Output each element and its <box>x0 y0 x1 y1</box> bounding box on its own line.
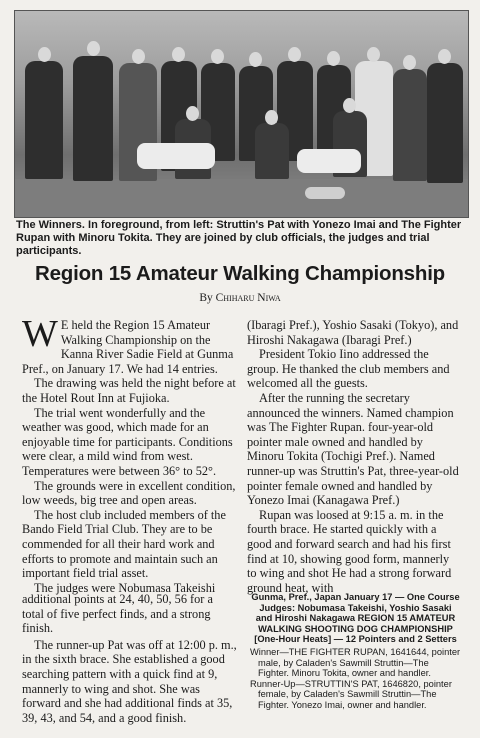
person-head <box>343 98 356 113</box>
trophy <box>305 187 345 199</box>
person-figure <box>427 63 463 183</box>
article-paragraph: Rupan was loosed at 9:15 a. m. in the fourth brace. He started quickly with a good and forward search and had his first find at 10, showing good form, mannerly to wing and shot He had a strong forward ground heat, with <box>247 507 452 595</box>
results-box <box>250 592 461 711</box>
person-head <box>327 51 340 66</box>
person-head <box>132 49 145 64</box>
article-column-1 <box>22 313 237 595</box>
person-head <box>172 47 185 62</box>
article-paragraph: The grounds were in excellent condition, low weeds, big tree and open areas. <box>22 478 236 508</box>
person-head <box>367 47 380 62</box>
pointer-dog <box>137 143 215 169</box>
person-head <box>288 47 301 62</box>
person-figure <box>255 123 289 179</box>
byline-prefix: By <box>199 292 213 304</box>
article-paragraph: After the running the secretary announced the winners. Named champion was The Fighter Rupan. four-year-old pointer male owned and handled by Minoru Tokita (Tochigi Pref.). Named runner-up was Struttin's Pat, three-year-old pointer female owned and handled by Yonezo Imai (Kanagawa Pref.) <box>247 390 459 508</box>
photo-ground <box>15 179 468 217</box>
person-head <box>186 106 199 121</box>
person-head <box>403 55 416 70</box>
article-paragraph: The host club included members of the Bando Field Trial Club. They are to be commended for all their hard work and efforts to promote and maintain such an important field trial asset. <box>22 507 226 581</box>
byline <box>0 292 480 304</box>
article-paragraph: W E held the Region 15 Amateur Walking Championship on the Kanna River Sadie Field at Gunma Pref., on January 17. We had 14 entries. <box>22 313 234 376</box>
drop-cap: W <box>22 313 58 355</box>
pointer-dog <box>297 149 361 173</box>
article-paragraph: President Tokio Iino addressed the group. He thanked the club members and welcomed all the guests. <box>247 347 450 391</box>
person-figure <box>25 61 63 179</box>
person-head <box>38 47 51 62</box>
article-paragraph: The runner-up Pat was off at 12:00 p. m., in the sixth brace. She established a good searching pattern with a quick find at 9, mannerly to wing and shot. She was forward and she had additional finds at 35, 39, 43, and 54, and a good finish. <box>22 637 237 725</box>
person-head <box>211 49 224 64</box>
person-head <box>87 41 100 56</box>
person-head <box>438 49 451 64</box>
byline-author: Chiharu Niwa <box>215 292 281 304</box>
article-column-3 <box>22 592 237 727</box>
article-paragraph: (Ibaragi Pref.), Yoshio Sasaki (Tokyo), and Hiroshi Nakagawa (Ibaragi Pref.) <box>247 318 459 347</box>
person-head <box>249 52 262 67</box>
results-winner: Winner—THE FIGHTER RUPAN, 1641644, pointer male, by Caladen's Sawmill Struttin—The Fighter. Minoru Tokita, owner and handler. <box>250 646 461 679</box>
photo-caption: The Winners. In foreground, from left: Struttin's Pat with Yonezo Imai and The Fighter Rupan with Minoru Tokita. They are joined by club officials, the judges and trial participants. <box>16 219 462 257</box>
article-paragraph: additional points at 24, 40, 50, 56 for a total of five perfect finds, and a strong finish. <box>22 592 213 636</box>
person-figure <box>393 69 427 181</box>
article-headline: Region 15 Amateur Walking Championship <box>34 262 446 285</box>
article-paragraph: The judges were Nobumasa Takeishi <box>34 580 216 595</box>
article-column-2 <box>247 318 461 595</box>
article-paragraph: The drawing was held the night before at the Hotel Rout Inn at Fujioka. <box>22 376 236 405</box>
article-paragraph: The trial went wonderfully and the weather was good, which made for an enjoyable time for participants. Conditions were clear, a mild wind from west. Temperatures were between 36° to 52°. <box>22 405 233 478</box>
person-figure <box>73 56 113 181</box>
person-head <box>265 110 278 125</box>
results-header: Gunma, Pref., Japan January 17 — One Course Judges: Nobumasa Takeishi, Yoshio Sasaki and Hiroshi Nakagawa REGION 15 AMATEUR WALKING SHOOTING DOG CHAMPIONSHIP [One-Hour Heats] — 12 Pointers and 2 Setters <box>251 592 460 645</box>
results-runner-up: Runner-Up—STRUTTIN'S PAT, 1646820, pointer female, by Caladen's Sawmill Struttin—The Fighter. Yonezo Imai, owner and handler. <box>250 678 452 710</box>
winners-photo <box>14 10 469 218</box>
